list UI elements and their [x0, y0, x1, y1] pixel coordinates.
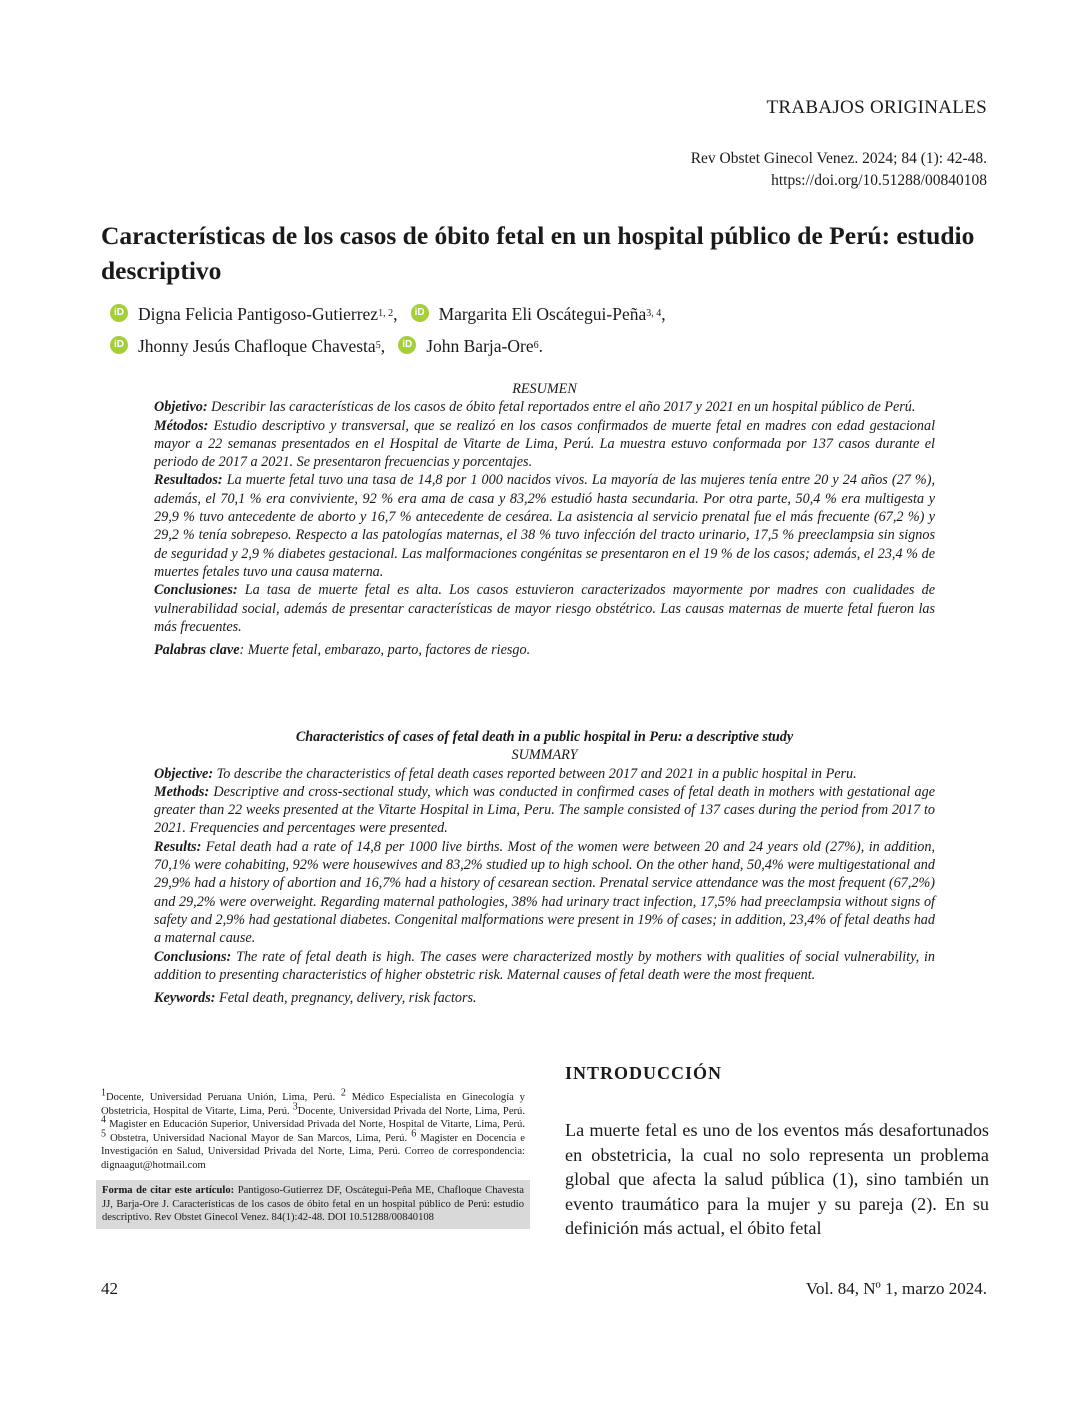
keywords: [154, 989, 935, 1007]
conclusiones-label: Conclusiones:: [154, 582, 238, 599]
orcid-icon[interactable]: iD: [411, 304, 429, 322]
palabras-clave-text: : Muerte fetal, embarazo, parto, factores de riesgo.: [239, 642, 531, 659]
article-title: Características de los casos de óbito fetal en un hospital público de Perú: estudio descriptivo: [101, 221, 975, 285]
conclusions-label: Conclusions:: [154, 948, 232, 965]
author-name: Digna Felicia Pantigoso-Gutierrez: [138, 304, 379, 324]
palabras-clave: [154, 641, 935, 659]
affil-text: Docente, Universidad Peruana Unión, Lima, Perú.: [106, 1092, 336, 1103]
how-to-cite-box: [96, 1180, 530, 1229]
author-2: iD Margarita Eli Oscátegui-Peña 3, 4 ,: [411, 300, 666, 328]
journal-citation: [691, 148, 987, 192]
cite-label: Forma de citar este artículo:: [102, 1185, 235, 1196]
objective-text: To describe the characteristics of fetal death cases reported between 2017 and 2021 in a public hospital in Peru.: [216, 765, 857, 782]
conclusions-text: The rate of fetal death is high. The cases were characterized mostly by mothers with qualities of social vulnerability, in addition to presenting characteristics of higher obstetric risk. Maternal causes of fetal death were the most frequent.: [154, 948, 936, 983]
affil-sup: 4: [101, 1114, 106, 1126]
affil-text: Magister en Docencia e Investigación en Salud, Universidad Privada del Norte, Lima, Perú. Correo de correspondencia: dignaagut@hotmail.com: [101, 1132, 525, 1171]
orcid-icon[interactable]: iD: [110, 336, 128, 354]
resumen-heading: RESUMEN: [512, 381, 577, 397]
resultados-text: La muerte fetal tuvo una tasa de 14,8 por 1 000 nacidos vivos. La mayoría de las mujeres tenía entre 20 y 24 años (27 %), además, el 70,1 % era conviviente, 92 % era ama de casa y 83,2% estudió hasta secundaria. Por otra parte, 50,4 % era multigesta y 29,9 % tuvo antecedente de aborto y 16,7 % antecedente de cesárea. La asistencia al servicio prenatal fue el más frecuente (67,2 %) y 29,2 % tenía sobrepeso. Respecto a las patologías maternas, el 38 % tuvo infección del tracto urinario, 17,5 % preeclampsia sin signos de seguridad y 2,9 % diabetes gestacional. Las malformaciones congénitas se presentaron en el 19 % de los casos; además, el 23,4 % de muertes fetales tuvo una causa materna.: [154, 472, 936, 580]
keywords-label: Keywords:: [154, 990, 216, 1007]
resumen-metodos: [154, 417, 935, 472]
affil-text: Magister en Educación Superior, Universidad Privada del Norte, Hospital de Vitarte, Lima, Perú.: [109, 1119, 526, 1131]
palabras-clave-label: Palabras clave: [154, 642, 240, 659]
doi-link[interactable]: https://doi.org/10.51288/00840108: [771, 172, 987, 189]
methods-label: Methods:: [154, 783, 210, 800]
objective-label: Objective:: [154, 765, 214, 782]
author-name: John Barja-Ore: [426, 336, 534, 356]
affil-sup: 1: [101, 1087, 106, 1099]
keywords-text: Fetal death, pregnancy, delivery, risk factors.: [219, 990, 477, 1007]
orcid-icon[interactable]: iD: [110, 304, 128, 322]
affiliations: [101, 1087, 526, 1173]
journal-line: Rev Obstet Ginecol Venez. 2024; 84 (1): 42-48.: [690, 150, 987, 167]
affil-sup: 3: [292, 1101, 298, 1113]
summary-section: [154, 728, 935, 1007]
methods-text: Descriptive and cross-sectional study, which was conducted in confirmed cases of fetal death in mothers with gestational age greater than 22 weeks presented at the Vitarte Hospital in Lima, Peru. The sample consisted of 137 cases during the period from 2017 to 2021. Frequencies and percentages were presented.: [154, 783, 936, 837]
summary-results: [154, 838, 935, 948]
introduction-heading: INTRODUCCIÓN: [565, 1063, 723, 1083]
introduction-text: La muerte fetal es uno de los eventos más desafortunados en obstetricia, la cual no solo representa un problema global que afecta la salud pública (1), sino también un evento traumático para la mujer y su pareja (2). En su definición más actual, el óbito fetal: [565, 1120, 989, 1238]
resumen-conclusiones: [154, 581, 935, 636]
affil-sup: 2: [340, 1087, 346, 1099]
author-name: Margarita Eli Oscátegui-Peña: [438, 304, 647, 324]
resumen-resultados: [154, 471, 935, 581]
summary-objective: [154, 765, 935, 783]
summary-heading: SUMMARY: [511, 747, 578, 764]
author-name: Jhonny Jesús Chafloque Chavesta: [138, 336, 376, 356]
author-separator: ,: [661, 304, 666, 324]
summary-methods: [154, 783, 935, 838]
metodos-label: Métodos:: [154, 417, 209, 434]
author-1: iD Digna Felicia Pantigoso-Gutierrez 1, 2 ,: [110, 300, 397, 328]
objetivo-text: Describir las características de los casos de óbito fetal reportados entre el año 2017 y 2021 en un hospital público de Perú.: [211, 399, 916, 416]
page-number: 42: [101, 1279, 118, 1298]
volume-info: Vol. 84, Nº 1, marzo 2024.: [805, 1279, 987, 1298]
section-label: TRABAJOS ORIGINALES: [766, 97, 987, 118]
affil-text: Obstetra, Universidad Nacional Mayor de San Marcos, Lima, Perú.: [110, 1132, 408, 1144]
cite-text: Pantigoso-Gutierrez DF, Oscátegui-Peña ME, Chafloque Chavesta JJ, Barja-Ore J. Características de los casos de óbito fetal en un hospital público de Perú: estudio descriptivo. Rev Obstet Ginecol Venez. 84(1):42-48. DOI 10.51288/00840108: [102, 1185, 524, 1224]
author-4: iD John Barja-Ore 6 .: [398, 332, 543, 360]
author-separator: ,: [393, 304, 398, 324]
resumen-section: [154, 380, 935, 659]
affil-sup: 6: [411, 1128, 417, 1140]
affil-text: Médico Especialista en Ginecología y Obstetricia, Hospital de Vitarte, Lima, Perú.: [101, 1092, 525, 1117]
results-label: Results:: [154, 838, 202, 855]
metodos-text: Estudio descriptivo y transversal, que se realizó en los casos confirmados de muerte fetal en madres con edad gestacional mayor a 22 semanas presentados en el Hospital de Vitarte de Lima, Perú. La muestra estuvo conformada por 137 casos durante el periodo de 2017 a 2021. Se presentaron frecuencias y porcentajes.: [154, 417, 936, 471]
affil-sup: 5: [101, 1128, 106, 1140]
author-3: iD Jhonny Jesús Chafloque Chavesta 5 ,: [110, 332, 385, 360]
conclusiones-text: La tasa de muerte fetal es alta. Los casos estuvieron caracterizados mayormente por madres con cualidades de vulnerabilidad social, además de presentar características de mayor riesgo obstétrico. Las causas maternas de muerte fetal fueron las más frecuentes.: [154, 582, 936, 635]
author-separator: .: [538, 336, 543, 356]
objetivo-label: Objetivo:: [154, 399, 208, 416]
orcid-icon[interactable]: iD: [398, 336, 416, 354]
summary-conclusions: [154, 948, 935, 985]
author-separator: ,: [380, 336, 386, 356]
resultados-label: Resultados:: [154, 472, 223, 489]
resumen-objetivo: [154, 398, 935, 416]
author-list: [110, 296, 990, 360]
affil-text: Docente, Universidad Privada del Norte, Lima, Perú.: [297, 1105, 525, 1117]
results-text: Fetal death had a rate of 14,8 per 1000 live births. Most of the women were between 20 and 24 years old (27%), in addition, 70,1% were cohabiting, 92% were housewives and 83,2% studied up to high school. On the other hand, 50,4% were multigestational and 29,9% had a history of abortion and 16,7% had a history of cesarean section. Prenatal service attendance was the most frequent (67,2%) and 29,2% were overweight. Regarding maternal pathologies, 38% had urinary tract infection, 17,5% had preeclampsia without signs of safety and 2,9% had gestational diabetes. Congenital malformations were present in 19% of cases; in addition, 23,4% of fetal deaths had a maternal cause.: [154, 838, 936, 947]
english-title: Characteristics of cases of fetal death in a public hospital in Peru: a descriptive study: [295, 729, 794, 745]
